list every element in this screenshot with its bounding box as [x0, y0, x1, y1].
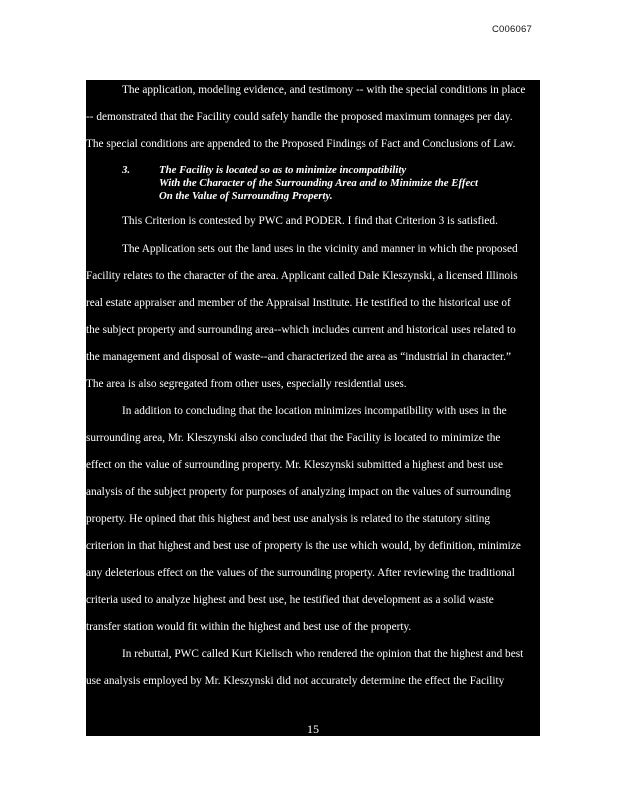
section-heading-line: With the Character of the Surrounding Area and to Minimize the Effect: [159, 177, 479, 189]
section-number: 3.: [122, 164, 131, 176]
text-line: This Criterion is contested by PWC and PODER. I find that Criterion 3 is satisfied.: [122, 215, 498, 227]
text-line: In addition to concluding that the location minimizes incompatibility with uses in the: [122, 405, 507, 417]
text-line: criteria used to analyze highest and best use, he testified that development as a solid waste: [86, 594, 494, 606]
section-heading-line: On the Value of Surrounding Property.: [159, 190, 333, 202]
text-line: In rebuttal, PWC called Kurt Kielisch who rendered the opinion that the highest and best: [122, 648, 524, 660]
text-line: The area is also segregated from other uses, especially residential uses.: [86, 378, 407, 390]
text-line: effect on the value of surrounding property. Mr. Kleszynski submitted a highest and best use: [86, 459, 503, 471]
section-heading-line: The Facility is located so as to minimize incompatibility: [159, 164, 407, 176]
page-number: 15: [307, 722, 319, 736]
text-line: real estate appraiser and member of the Appraisal Institute. He testified to the historical use of: [86, 297, 511, 309]
text-line: use analysis employed by Mr. Kleszynski did not accurately determine the effect the Facility: [86, 675, 505, 687]
text-line: surrounding area, Mr. Kleszynski also concluded that the Facility is located to minimize the: [86, 432, 501, 444]
text-line: the management and disposal of waste--and characterized the area as “industrial in character.”: [86, 351, 511, 363]
page-body: [86, 80, 540, 736]
text-line: transfer station would fit within the highest and best use of the property.: [86, 621, 412, 633]
text-line: Facility relates to the character of the area. Applicant called Dale Kleszynski, a licensed Illinois: [86, 270, 518, 282]
text-line: The application, modeling evidence, and testimony -- with the special conditions in place: [122, 84, 526, 96]
text-line: The special conditions are appended to the Proposed Findings of Fact and Conclusions of Law.: [86, 138, 516, 150]
text-line: The Application sets out the land uses in the vicinity and manner in which the proposed: [122, 243, 518, 255]
document-id: C006067: [492, 24, 532, 35]
text-line: -- demonstrated that the Facility could safely handle the proposed maximum tonnages per day.: [86, 111, 513, 123]
text-line: the subject property and surrounding area--which includes current and historical uses related to: [86, 324, 516, 336]
text-line: criterion in that highest and best use of property is the use which would, by definition, minimize: [86, 540, 521, 552]
text-line: analysis of the subject property for purposes of analyzing impact on the values of surrounding: [86, 486, 511, 498]
text-line: property. He opined that this highest and best use analysis is related to the statutory siting: [86, 513, 490, 525]
text-line: any deleterious effect on the values of the surrounding property. After reviewing the traditional: [86, 567, 515, 579]
